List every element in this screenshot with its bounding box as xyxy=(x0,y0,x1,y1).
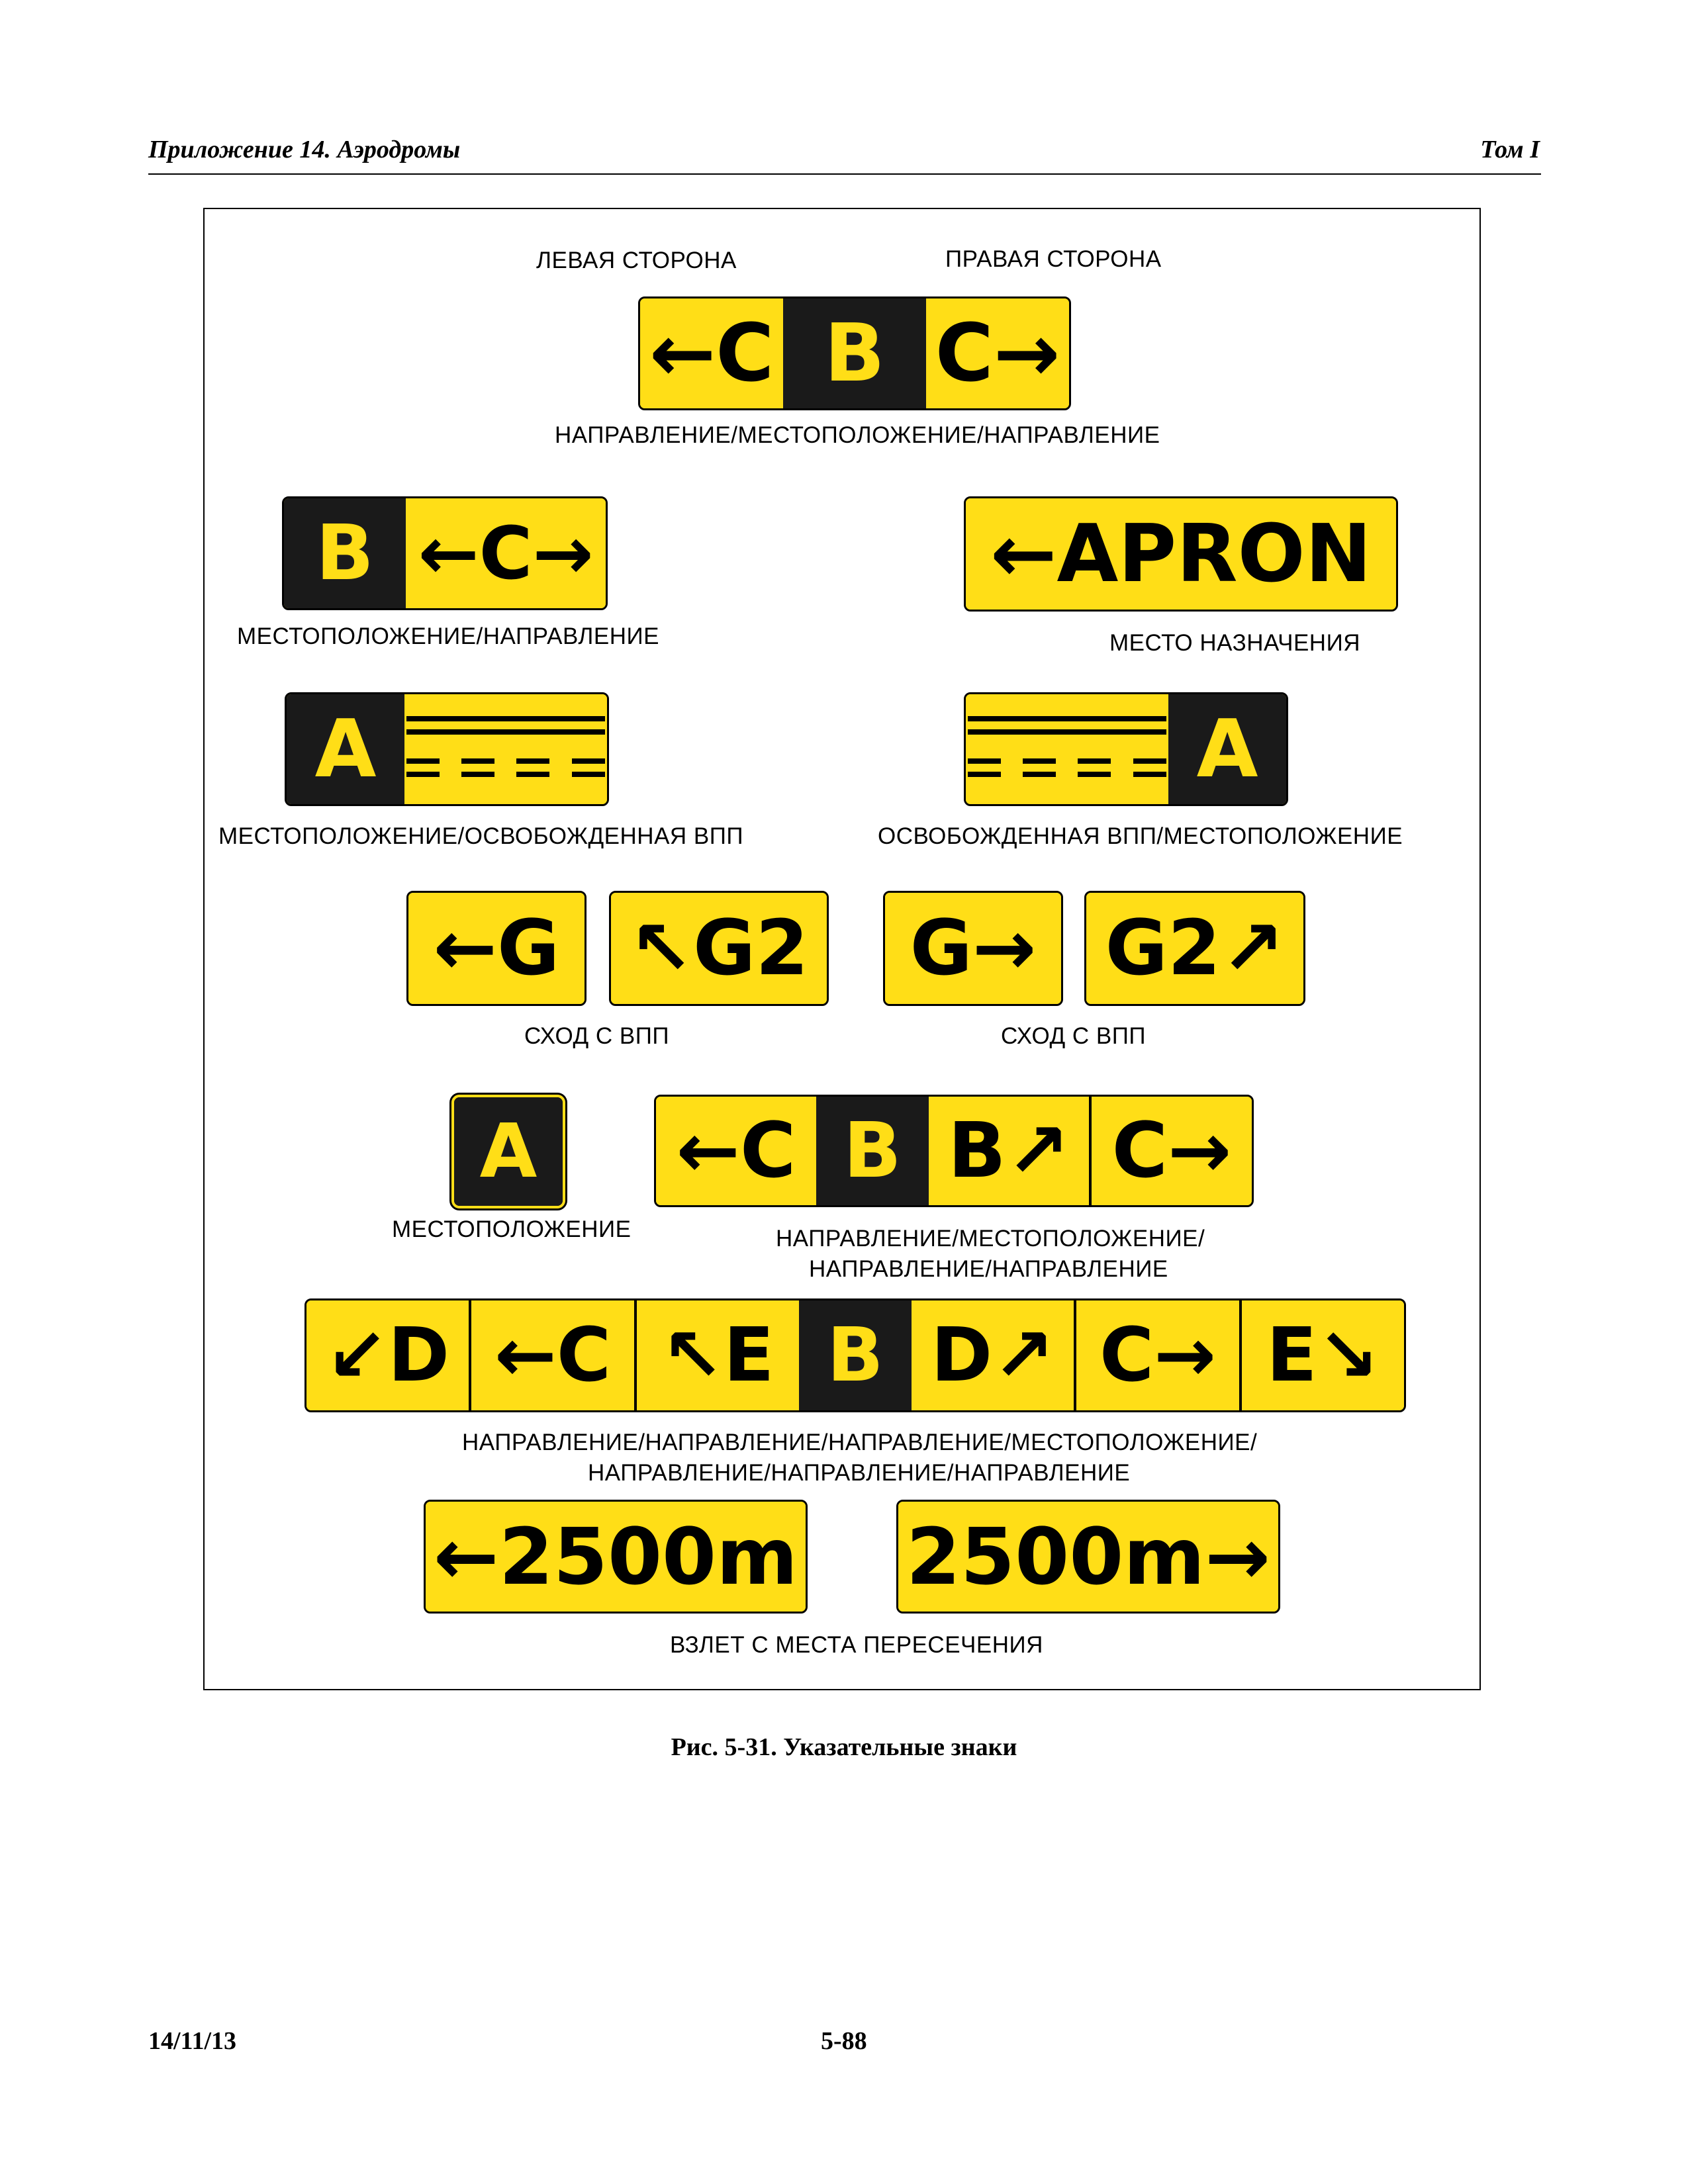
panel-apron: ←APRON xyxy=(966,498,1396,610)
caption-runway-exit-left: СХОД С ВПП xyxy=(524,1023,670,1049)
caption-location-runway-vacated: МЕСТОПОЛОЖЕНИЕ/ОСВОБОЖДЕННАЯ ВПП xyxy=(218,823,744,849)
panel-upright-d: D↗ xyxy=(912,1300,1074,1410)
panel-left-c: ←C xyxy=(656,1097,816,1205)
header-rule xyxy=(148,173,1541,175)
caption-runway-exit-right: СХОД С ВПП xyxy=(1001,1023,1147,1049)
panel-downleft-d: ↙D xyxy=(306,1300,469,1410)
sign-seven-panel-array xyxy=(305,1298,1406,1412)
header-title: Приложение 14. Аэродромы xyxy=(148,136,461,163)
panel-direction-c: ←C→ xyxy=(406,498,606,608)
caption-location-direction: МЕСТОПОЛОЖЕНИЕ/НАПРАВЛЕНИЕ xyxy=(237,623,659,649)
caption-location: МЕСТОПОЛОЖЕНИЕ xyxy=(392,1216,632,1242)
caption-array-line1: НАПРАВЛЕНИЕ/НАПРАВЛЕНИЕ/НАПРАВЛЕНИЕ/МЕСТОПОЛОЖЕНИЕ/ xyxy=(462,1430,1258,1455)
sign-exit-right-g xyxy=(883,891,1063,1006)
panel-right-c: C→ xyxy=(1089,1097,1252,1205)
footer-date: 14/11/13 xyxy=(148,2027,237,2055)
runway-vacated-pattern xyxy=(966,694,1168,804)
sign-location-runway-vacated xyxy=(285,692,609,806)
panel-downright-e: E↘ xyxy=(1239,1300,1404,1410)
caption-runway-vacated-location: ОСВОБОЖДЕННАЯ ВПП/МЕСТОПОЛОЖЕНИЕ xyxy=(878,823,1403,849)
panel-exit-g: G→ xyxy=(885,893,1061,1004)
panel-location-b: B xyxy=(799,1300,912,1410)
panel-exit-g2: ↖G2 xyxy=(611,893,827,1004)
panel-exit-g2: G2↗ xyxy=(1086,893,1303,1004)
panel-location-a: A xyxy=(287,694,404,804)
sign-location-a xyxy=(451,1095,565,1208)
caption-direction-location-line2: НАПРАВЛЕНИЕ/НАПРАВЛЕНИЕ xyxy=(809,1256,1168,1282)
panel-location-b: B xyxy=(816,1097,929,1205)
panel-upright-b: B↗ xyxy=(929,1097,1089,1205)
panel-left-c: ←C xyxy=(640,298,783,408)
sign-location-direction xyxy=(282,496,608,610)
page-number: 5-88 xyxy=(821,2027,867,2055)
panel-location-b: B xyxy=(284,498,406,608)
figure-caption: Рис. 5-31. Указательные знаки xyxy=(671,1733,1017,1761)
sign-direction-location-direction-direction xyxy=(654,1095,1254,1207)
sign-exit-upleft-g2 xyxy=(609,891,829,1006)
panel-location-b: B xyxy=(783,298,926,408)
runway-vacated-pattern xyxy=(404,694,607,804)
caption-right-side: ПРАВАЯ СТОРОНА xyxy=(945,246,1162,272)
sign-exit-upright-g2 xyxy=(1084,891,1305,1006)
caption-destination: МЕСТО НАЗНАЧЕНИЯ xyxy=(1109,630,1361,656)
panel-right-c: C→ xyxy=(926,298,1069,408)
caption-direction-location-line1: НАПРАВЛЕНИЕ/МЕСТОПОЛОЖЕНИЕ/ xyxy=(776,1226,1205,1251)
sign-takeoff-right-2500m xyxy=(896,1500,1280,1614)
panel-left-c: ←C xyxy=(469,1300,633,1410)
caption-left-side: ЛЕВАЯ СТОРОНА xyxy=(536,248,737,273)
caption-direction-location-direction: НАПРАВЛЕНИЕ/МЕСТОПОЛОЖЕНИЕ/НАПРАВЛЕНИЕ xyxy=(555,422,1160,448)
panel-2500m: 2500m→ xyxy=(898,1502,1278,1612)
panel-upleft-e: ↖E xyxy=(634,1300,799,1410)
caption-intersection-takeoff: ВЗЛЕТ С МЕСТА ПЕРЕСЕЧЕНИЯ xyxy=(670,1632,1043,1658)
header-volume: Том I xyxy=(1480,136,1540,163)
sign-takeoff-left-2500m xyxy=(424,1500,808,1614)
panel-right-c: C→ xyxy=(1074,1300,1239,1410)
sign-exit-left-g xyxy=(406,891,586,1006)
sign-direction-location-direction xyxy=(638,296,1071,410)
panel-location-a: A xyxy=(454,1097,563,1206)
sign-runway-vacated-location xyxy=(964,692,1288,806)
panel-location-a: A xyxy=(1168,694,1286,804)
caption-array-line2: НАПРАВЛЕНИЕ/НАПРАВЛЕНИЕ/НАПРАВЛЕНИЕ xyxy=(588,1460,1131,1486)
panel-2500m: ←2500m xyxy=(426,1502,806,1612)
panel-exit-g: ←G xyxy=(408,893,585,1004)
sign-destination-apron xyxy=(964,496,1398,612)
